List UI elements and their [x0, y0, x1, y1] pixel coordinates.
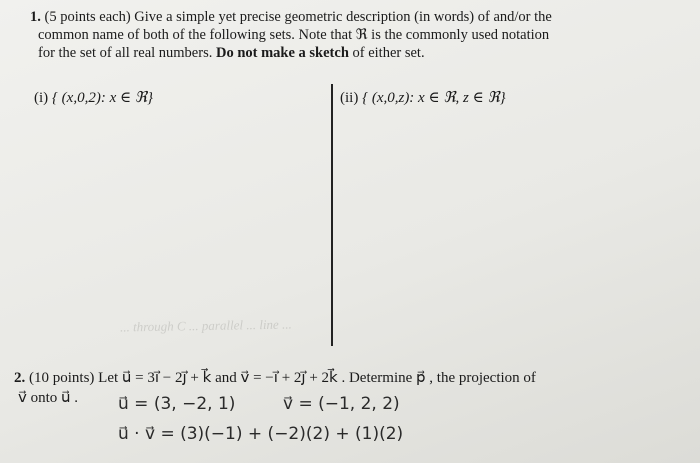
- question-2-line-2: v⃗ onto u⃗ .: [18, 390, 79, 406]
- question-2-number: 2.: [14, 370, 26, 386]
- part-i-set: { (x,0,2): x ∈ ℜ}: [51, 90, 154, 106]
- question-2-line-1: [14, 368, 674, 388]
- part-ii-label: (ii): [340, 90, 359, 106]
- question-1-points: (5 points each): [44, 9, 131, 25]
- question-1-line-2: common name of both of the following sets. Note that ℜ is the commonly used notation: [38, 27, 550, 43]
- handwritten-v-vector: v⃗ = (−1, 2, 2): [283, 394, 400, 414]
- question-1-line-3-end: of either set.: [352, 45, 425, 61]
- question-1: [30, 8, 670, 62]
- handwritten-u-vector: u⃗ = (3, −2, 1): [118, 394, 236, 414]
- part-ii-set: { (x,0,z): x ∈ ℜ, z ∈ ℜ}: [362, 90, 506, 106]
- part-i-label: (i): [34, 90, 49, 106]
- answer-divider-line: [331, 84, 333, 346]
- faint-bleed-through-text: ... through C ... parallel ... line ...: [119, 316, 292, 335]
- question-2-line-1-text: Let u⃗ = 3i⃗ − 2j⃗ + k⃗ and v⃗ = −i⃗ + 2j⃗ + 2k⃗ . Determine p⃗ , the projection of: [98, 370, 536, 386]
- question-1-line-1-text: Give a simple yet precise geometric description (in words) of and/or the: [134, 9, 552, 25]
- question-1-line-3: [30, 44, 670, 62]
- question-2-points: (10 points): [29, 370, 95, 386]
- question-1-bold-instruction: Do not make a sketch: [215, 45, 349, 61]
- part-i: [34, 88, 153, 107]
- question-1-number: 1.: [30, 9, 41, 25]
- question-1-line-1: [30, 8, 670, 26]
- question-1-line-3-start: for the set of all real numbers.: [38, 45, 213, 61]
- handwritten-dot-product: u⃗ · v⃗ = (3)(−1) + (−2)(2) + (1)(2): [118, 424, 404, 444]
- part-ii: [340, 88, 506, 107]
